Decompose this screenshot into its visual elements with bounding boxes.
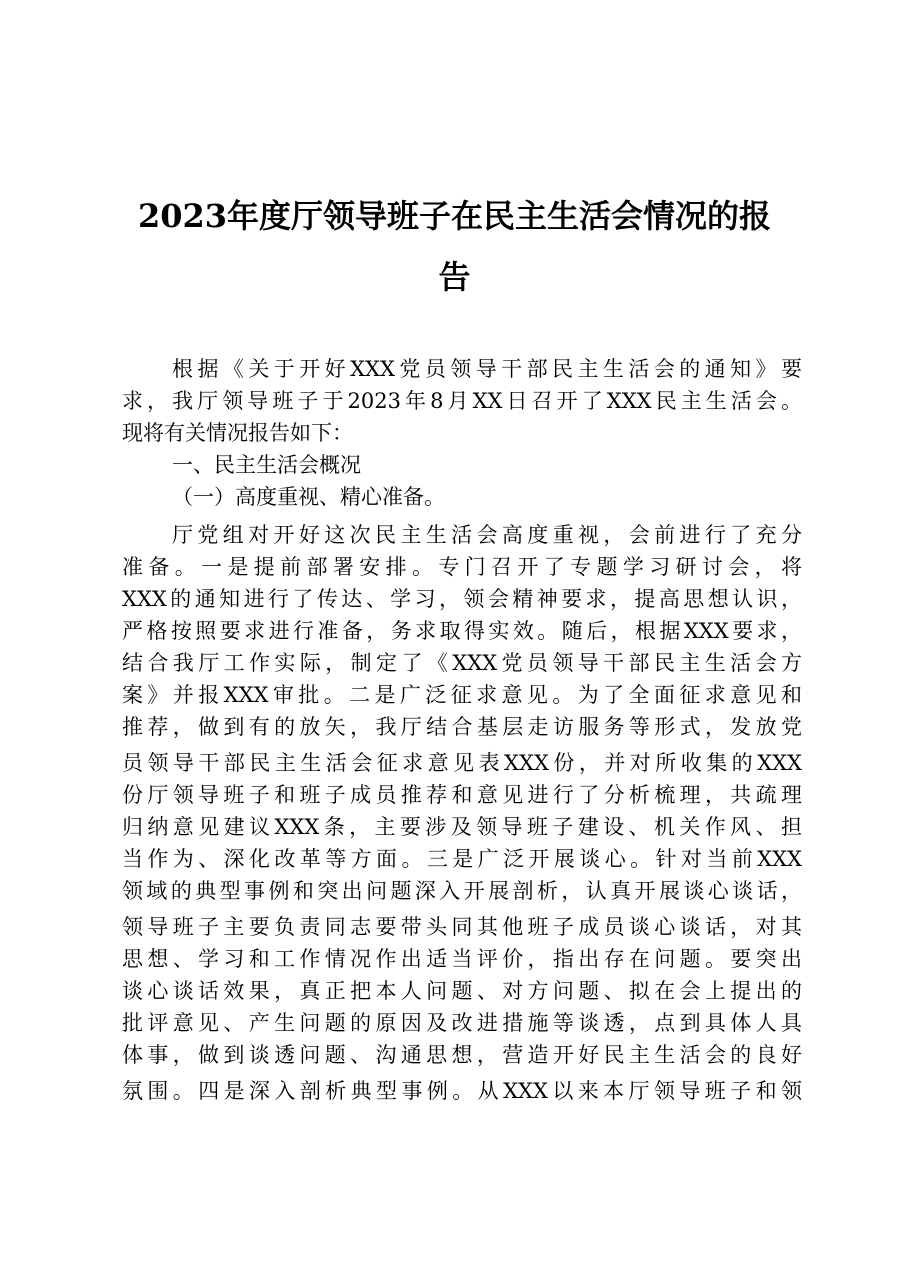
body-line: 推荐，做到有的放矢，我厅结合基层走访服务等形式，发放党 (122, 715, 802, 739)
body-line: 谈心谈话效果，真正把本人问题、对方问题、拟在会上提出的 (122, 979, 802, 1003)
body-line: 现将有关情况报告如下： (122, 421, 353, 445)
subsection-heading: （一）高度重视、精心准备。 (172, 485, 445, 509)
body-line: 根据《关于开好XXX党员领导干部民主生活会的通知》要 (172, 357, 802, 381)
body-line: XXX的通知进行了传达、学习，领会精神要求，提高思想认识， (122, 587, 802, 611)
body-line: 份厅领导班子和班子成员推荐和意见进行了分析梳理，共疏理 (122, 783, 802, 807)
body-line: 案》并报XXX审批。二是广泛征求意见。为了全面征求意见和 (122, 683, 802, 707)
document-title-line-1: 2023年度厅领导班子在民主生活会情况的报 (137, 197, 772, 235)
body-line: 思想、学习和工作情况作出适当评价，指出存在问题。要突出 (122, 947, 802, 971)
body-line: 氛围。四是深入剖析典型事例。从XXX以来本厅领导班子和领 (122, 1079, 802, 1103)
body-line: 员领导干部民主生活会征求意见表XXX份，并对所收集的XXX (122, 751, 802, 775)
section-heading: 一、民主生活会概况 (172, 453, 361, 477)
body-line: 领导班子主要负责同志要带头同其他班子成员谈心谈话，对其 (122, 915, 802, 939)
document-title-line-2: 告 (438, 258, 471, 296)
body-line: 体事，做到谈透问题、沟通思想，营造开好民主生活会的良好 (122, 1043, 802, 1067)
body-line: 领域的典型事例和突出问题深入开展剖析，认真开展谈心谈话， (122, 879, 802, 903)
body-line: 批评意见、产生问题的原因及改进措施等谈透，点到具体人具 (122, 1011, 802, 1035)
body-line: 厅党组对开好这次民主生活会高度重视，会前进行了充分 (172, 523, 802, 547)
body-line: 求，我厅领导班子于2023年8月XX日召开了XXX民主生活会。 (122, 389, 802, 413)
body-line: 严格按照要求进行准备，务求取得实效。随后，根据XXX要求， (122, 619, 802, 643)
body-line: 准备。一是提前部署安排。专门召开了专题学习研讨会，将 (122, 555, 802, 579)
body-line: 归纳意见建议XXX条，主要涉及领导班子建设、机关作风、担 (122, 815, 802, 839)
body-line: 当作为、深化改革等方面。三是广泛开展谈心。针对当前XXX (122, 847, 802, 871)
body-line: 结合我厅工作实际，制定了《XXX党员领导干部民主生活会方 (122, 651, 802, 675)
